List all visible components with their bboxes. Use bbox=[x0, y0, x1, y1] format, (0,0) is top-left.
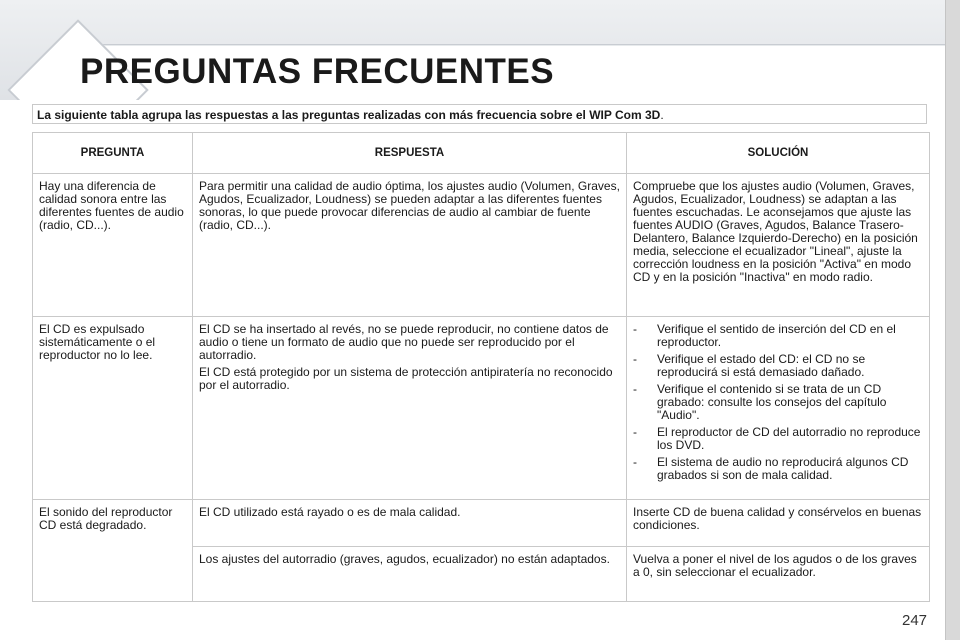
intro-bold: La siguiente tabla agrupa las respuestas a las preguntas realizadas con más frecuencia sobre el WIP Com 3D bbox=[37, 108, 661, 122]
table-row bbox=[33, 317, 930, 500]
header-solucion: SOLUCIÓN bbox=[627, 133, 930, 174]
question-cell: Hay una diferencia de calidad sonora entre las diferentes fuentes de audio (radio, CD...). bbox=[33, 174, 193, 317]
list-item-text: El reproductor de CD del autorradio no reproduce los DVD. bbox=[657, 425, 921, 452]
solution-cell: Vuelva a poner el nivel de los agudos o de los graves a 0, sin seleccionar el ecualizador. bbox=[627, 547, 930, 602]
question-cell: El CD es expulsado sistemáticamente o el reproductor no lo lee. bbox=[33, 317, 193, 500]
answer-cell: Los ajustes del autorradio (graves, agudos, ecualizador) no están adaptados. bbox=[193, 547, 627, 602]
header-pregunta: PREGUNTA bbox=[33, 133, 193, 174]
answer-paragraph: El CD está protegido por un sistema de protección antipiratería no reconocido por el autorradio. bbox=[199, 365, 613, 392]
solution-cell bbox=[627, 317, 930, 500]
faq-table bbox=[32, 132, 930, 602]
list-item: - El sistema de audio no reproducirá algunos CD grabados si son de mala calidad. bbox=[633, 455, 909, 482]
answer-paragraph: Para permitir una calidad de audio óptima, los ajustes audio (Volumen, Graves, Agudos, Ecualizador, Loudness) se pueden adaptar a las diferentes fuentes sonoras, lo que puede provocar diferencias de audio al cambiar de fuente (radio, CD...). bbox=[199, 179, 620, 232]
answer-cell bbox=[193, 174, 627, 317]
list-item-text: Verifique el contenido si se trata de un CD grabado: consulte los consejos del capítulo "Audio". bbox=[657, 382, 887, 422]
question-cell: El sonido del reproductor CD está degradado. bbox=[33, 500, 193, 602]
table-row bbox=[33, 500, 930, 547]
solution-list bbox=[633, 323, 923, 482]
header-respuesta: RESPUESTA bbox=[193, 133, 627, 174]
list-item-text: El sistema de audio no reproducirá algunos CD grabados si son de mala calidad. bbox=[657, 455, 909, 482]
answer-cell: El CD utilizado está rayado o es de mala calidad. bbox=[193, 500, 627, 547]
page-number: 247 bbox=[902, 612, 928, 629]
intro-text bbox=[32, 104, 927, 124]
solution-cell: Compruebe que los ajustes audio (Volumen, Graves, Agudos, Ecualizador, Loudness) se adaptan a las fuentes escuchadas. Le aconsejamos que ajuste las fuentes AUDIO (Graves, Agudos, Balance Trasero-Delantero, Balance Izquierdo-Derecho) en la posición media, seleccione el ecualizador "Lineal", ajuste la corrección loudness en la posición "Activa" en modo CD y en la posición "Inactiva" en modo radio. bbox=[627, 174, 930, 317]
list-item: - Verifique el contenido si se trata de un CD grabado: consulte los consejos del capítulo "Audio". bbox=[633, 382, 887, 422]
list-item: - El reproductor de CD del autorradio no reproduce los DVD. bbox=[633, 425, 921, 452]
intro-end: . bbox=[660, 108, 664, 122]
answer-cell bbox=[193, 317, 627, 500]
list-item: - Verifique el sentido de inserción del CD en el reproductor. bbox=[633, 322, 896, 349]
solution-cell: Inserte CD de buena calidad y consérvelos en buenas condiciones. bbox=[627, 500, 930, 547]
table-row bbox=[33, 174, 930, 317]
page-title: PREGUNTAS FRECUENTES bbox=[80, 52, 555, 91]
answer-paragraph: El CD se ha insertado al revés, no se puede reproducir, no contiene datos de audio o tiene un formato de audio que no puede ser reproducido por el autorradio. bbox=[199, 322, 609, 362]
list-item-text: Verifique el sentido de inserción del CD en el reproductor. bbox=[657, 322, 896, 349]
table-header-row bbox=[33, 133, 930, 174]
list-item: - Verifique el estado del CD: el CD no se reproducirá si está demasiado dañado. bbox=[633, 352, 866, 379]
list-item-text: Verifique el estado del CD: el CD no se reproducirá si está demasiado dañado. bbox=[657, 352, 866, 379]
page-edge-bar bbox=[945, 0, 960, 640]
header-divider bbox=[68, 44, 946, 45]
